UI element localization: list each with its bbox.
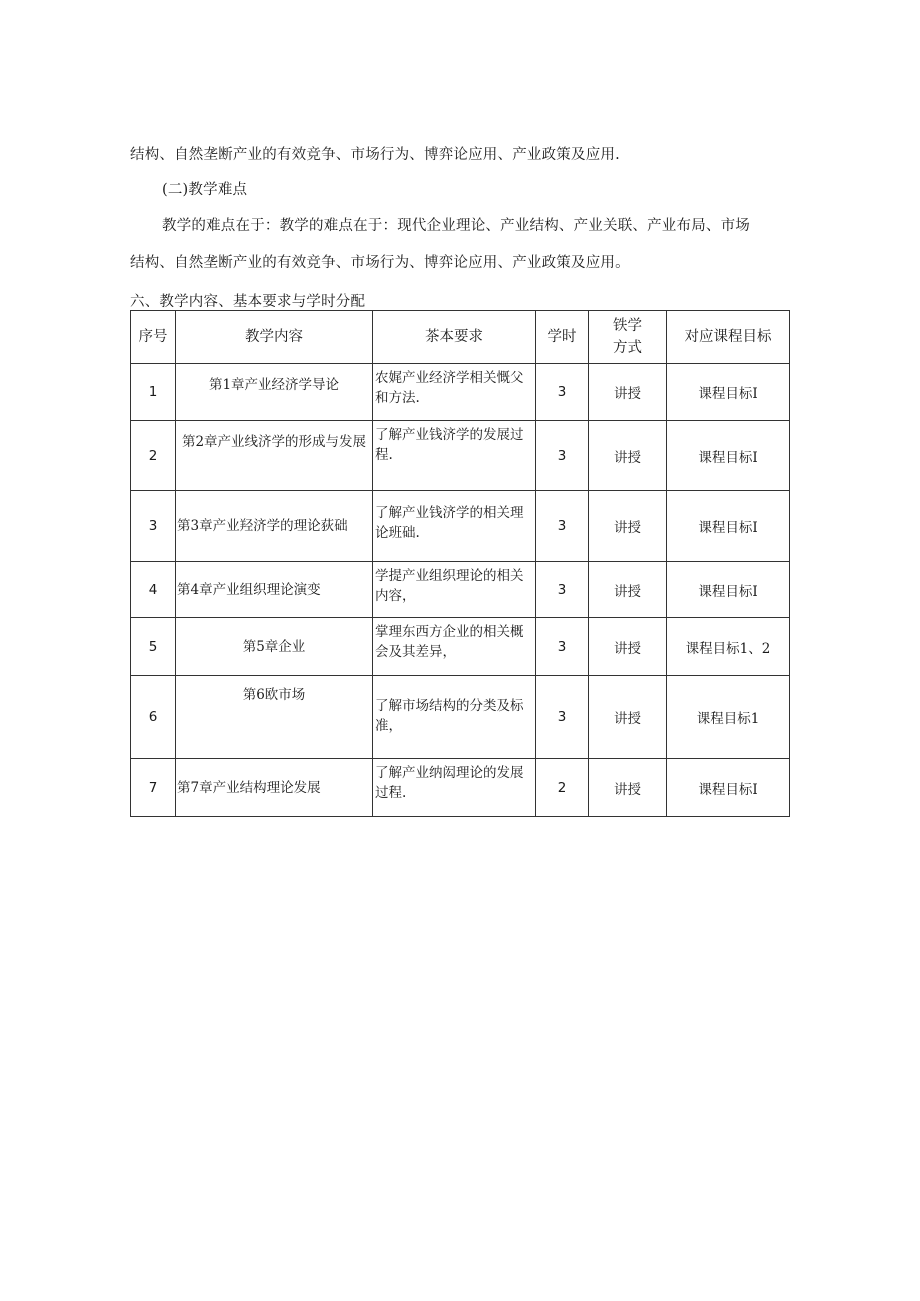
cell-goal: 课程目标I bbox=[667, 562, 790, 618]
header-goal: 对应课程目标 bbox=[667, 311, 790, 364]
cell-no: 2 bbox=[131, 421, 176, 491]
cell-method: 讲授 bbox=[589, 491, 667, 562]
cell-content: 第2章产业线济学的形成与发展 bbox=[176, 421, 373, 491]
cell-method: 讲授 bbox=[589, 364, 667, 421]
table-row bbox=[131, 618, 790, 676]
cell-goal: 课程目标I bbox=[667, 364, 790, 421]
cell-hours: 3 bbox=[536, 364, 589, 421]
cell-no: 5 bbox=[131, 618, 176, 676]
cell-no: 3 bbox=[131, 491, 176, 562]
cell-hours: 3 bbox=[536, 618, 589, 676]
cell-hours: 3 bbox=[536, 676, 589, 759]
cell-requirement: 了解产业钱济学的相关理论班础. bbox=[373, 491, 536, 562]
cell-requirement: 掌理东西方企业的相关概会及其差异， bbox=[373, 618, 536, 676]
subheading-teaching-difficulties: (二)教学难点 bbox=[162, 182, 248, 198]
content-table bbox=[130, 310, 790, 817]
cell-method: 讲授 bbox=[589, 562, 667, 618]
cell-content: 第1章产业经济学导论 bbox=[176, 364, 373, 421]
cell-hours: 3 bbox=[536, 562, 589, 618]
table-row bbox=[131, 759, 790, 817]
table-header-row bbox=[131, 311, 790, 364]
header-no: 序号 bbox=[131, 311, 176, 364]
header-requirement: 茶本要求 bbox=[373, 311, 536, 364]
table-row bbox=[131, 364, 790, 421]
header-method-line2: 方式 bbox=[613, 340, 642, 356]
cell-goal: 课程目标1 bbox=[667, 676, 790, 759]
table-row bbox=[131, 676, 790, 759]
cell-goal: 课程目标1、2 bbox=[667, 618, 790, 676]
cell-goal: 课程目标I bbox=[667, 759, 790, 817]
cell-no: 4 bbox=[131, 562, 176, 618]
cell-requirement: 了解产业钱济学的发展过程. bbox=[373, 421, 536, 491]
cell-method: 讲授 bbox=[589, 618, 667, 676]
table-row bbox=[131, 562, 790, 618]
cell-hours: 3 bbox=[536, 491, 589, 562]
cell-no: 1 bbox=[131, 364, 176, 421]
header-method bbox=[589, 311, 667, 364]
cell-hours: 3 bbox=[536, 421, 589, 491]
cell-content: 第3章产业羟济学的理论荻础 bbox=[176, 491, 373, 562]
paragraph-line-4: 结构、自然垄断产业的有效竞争、市场行为、博弈论应用、产业政策及应用。 bbox=[130, 255, 630, 271]
paragraph-line-1: 结构、自然垄断产业的有效竞争、市场行为、博弈论应用、产业政策及应用. bbox=[130, 147, 620, 163]
cell-content: 第7章产业结构理论发展 bbox=[176, 759, 373, 817]
cell-no: 7 bbox=[131, 759, 176, 817]
table-row bbox=[131, 421, 790, 491]
header-content: 教学内容 bbox=[176, 311, 373, 364]
cell-requirement: 了解市场结构的分类及标准， bbox=[373, 676, 536, 759]
cell-goal: 课程目标I bbox=[667, 421, 790, 491]
cell-goal: 课程目标I bbox=[667, 491, 790, 562]
section-title: 六、教学内容、基本要求与学时分配 bbox=[130, 294, 366, 310]
cell-requirement: 学提产业组织理论的相关内容， bbox=[373, 562, 536, 618]
cell-hours: 2 bbox=[536, 759, 589, 817]
cell-content: 第6欧市场 bbox=[176, 676, 373, 759]
cell-content: 第4章产业组织理论演变 bbox=[176, 562, 373, 618]
cell-method: 讲授 bbox=[589, 421, 667, 491]
cell-content: 第5章企业 bbox=[176, 618, 373, 676]
cell-no: 6 bbox=[131, 676, 176, 759]
header-hours: 学时 bbox=[536, 311, 589, 364]
paragraph-line-3: 教学的难点在于：教学的难点在于：现代企业理论、产业结构、产业关联、产业布局、市场 bbox=[162, 218, 750, 234]
cell-method: 讲授 bbox=[589, 759, 667, 817]
header-method-line1: 铁学 bbox=[613, 318, 642, 334]
cell-requirement: 农娓产业经济学相关慨父和方法. bbox=[373, 364, 536, 421]
cell-method: 讲授 bbox=[589, 676, 667, 759]
table-row bbox=[131, 491, 790, 562]
cell-requirement: 了解产业纳闳理论的发展过程. bbox=[373, 759, 536, 817]
